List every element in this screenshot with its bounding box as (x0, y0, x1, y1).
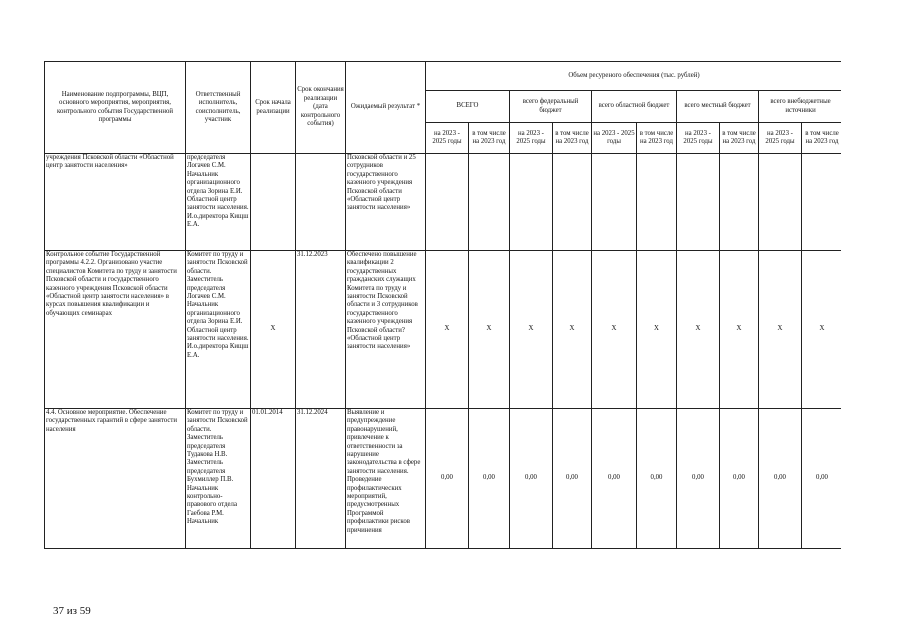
table-row (45, 409, 842, 549)
row-value: 0,00 (677, 409, 720, 549)
table-row (45, 154, 842, 251)
row-value: 0,00 (637, 409, 677, 549)
row-value (637, 154, 677, 251)
header-period-year: в том числе на 2023 год (802, 123, 842, 154)
row-value: X (469, 251, 510, 409)
row-value (759, 154, 802, 251)
table-row (45, 251, 842, 409)
header-executor: Ответственный исполнитель, соисполнитель, участник (186, 62, 251, 154)
row-value: 0,00 (759, 409, 802, 549)
row-end: 31.12.2024 (296, 409, 346, 549)
header-period-total: на 2023 - 2025 годы (510, 123, 553, 154)
row-value: X (677, 251, 720, 409)
row-executor: председателя Логачев С.М. Начальник организационного отдела Зорина Е.И. Областной центр занятости населения. И.о.директора Кищш Е.А. (186, 154, 251, 251)
header-name: Наименование подпрограммы, ВЦП, основного мероприятия, мероприятия, контрольного события Государственной программы (45, 62, 186, 154)
row-value (469, 154, 510, 251)
row-value: X (510, 251, 553, 409)
header-period-year: в том числе на 2023 год (720, 123, 759, 154)
row-start (251, 154, 296, 251)
row-value (510, 154, 553, 251)
header-group-total: ВСЕГО (426, 91, 510, 123)
row-executor: Комитет по труду и занятости Псковской области. Заместитель председателя Тудакова Н.В. Заместитель председателя Бухмиллер П.В. Начальник контрольно-правового отдела Гаебова Р.М. Начальник (186, 409, 251, 549)
row-value: 0,00 (592, 409, 637, 549)
header-period-year: в том числе на 2023 год (469, 123, 510, 154)
row-value: 0,00 (553, 409, 592, 549)
row-name: Контрольное событие Государственной программы 4.2.2. Организовано участие специалистов Комитета по труду и занятости Псковской области и государственного казенного учреждения Псковской области «Областной центр занятости населения» в курсах повышения квалификации и обучающих семинарах (45, 251, 186, 409)
row-start: X (251, 251, 296, 409)
row-value: X (637, 251, 677, 409)
header-end: Срок окончания реализации (дата контрольного события) (296, 62, 346, 154)
header-period-year: в том числе на 2023 год (553, 123, 592, 154)
budget-table-page (44, 61, 841, 570)
row-value (720, 154, 759, 251)
header-period-total: на 2023 - 2025 годы (592, 123, 637, 154)
row-value (426, 154, 469, 251)
row-result: Выявление и предупреждение правонарушений, привлечение к ответственности за нарушение законодательства в сфере занятости населения. Проведение профилактических мероприятий, предусмотренных Программой профилактики рисков причинения (346, 409, 426, 549)
row-value: X (759, 251, 802, 409)
row-value: 0,00 (426, 409, 469, 549)
row-start: 01.01.2014 (251, 409, 296, 549)
header-period-year: в том числе на 2023 год (637, 123, 677, 154)
header-group-offbudget: всего внебюджетные источники (759, 91, 842, 123)
header-group-local: всего местный бюджет (677, 91, 759, 123)
row-value: 0,00 (510, 409, 553, 549)
row-name: учреждения Псковской области «Областной центр занятости населения» (45, 154, 186, 251)
row-value (553, 154, 592, 251)
header-funding: Объем ресуреного обеспечения (тыс. рублей) (426, 62, 842, 91)
header-period-total: на 2023 - 2025 годы (759, 123, 802, 154)
row-value: 0,00 (720, 409, 759, 549)
row-executor: Комитет по труду и занятости Псковской области. Заместитель председателя Логачев С.М. Начальник организационного отдела Зорина Е.И. Областной центр занятости населения. И.о.директора Кищш Е.А. (186, 251, 251, 409)
row-end: 31.12.2023 (296, 251, 346, 409)
row-value: X (720, 251, 759, 409)
row-value (592, 154, 637, 251)
page-number: 37 из 59 (53, 605, 91, 617)
row-value: X (592, 251, 637, 409)
row-result: Обеспечено повышение квалификации 2 государственных гражданских служащих Комитета по труду и занятости Псковской области и 3 сотрудников государственного казенного учреждения Псковской области? «Областной центр занятости населения» (346, 251, 426, 409)
row-value: X (802, 251, 842, 409)
row-name: 4.4. Основное мероприятие. Обеспечение государственных гарантий в сфере занятости населения (45, 409, 186, 549)
row-result: Псковской области и 25 сотрудников государственного казенного учреждения Псковской области «Областной центр занятости населения» (346, 154, 426, 251)
header-result: Ожидаемый результат * (346, 62, 426, 154)
row-end (296, 154, 346, 251)
row-value: X (426, 251, 469, 409)
budget-table (44, 61, 841, 549)
row-value: X (553, 251, 592, 409)
row-value: 0,00 (469, 409, 510, 549)
header-start: Срок начала реализации (251, 62, 296, 154)
row-value: 0,00 (802, 409, 842, 549)
header-group-federal: всего федеральный бюджет (510, 91, 592, 123)
header-period-total: на 2023 - 2025 годы (426, 123, 469, 154)
row-value (802, 154, 842, 251)
header-period-total: на 2023 - 2025 годы (677, 123, 720, 154)
header-group-regional: всего областной бюджет (592, 91, 677, 123)
row-value (677, 154, 720, 251)
